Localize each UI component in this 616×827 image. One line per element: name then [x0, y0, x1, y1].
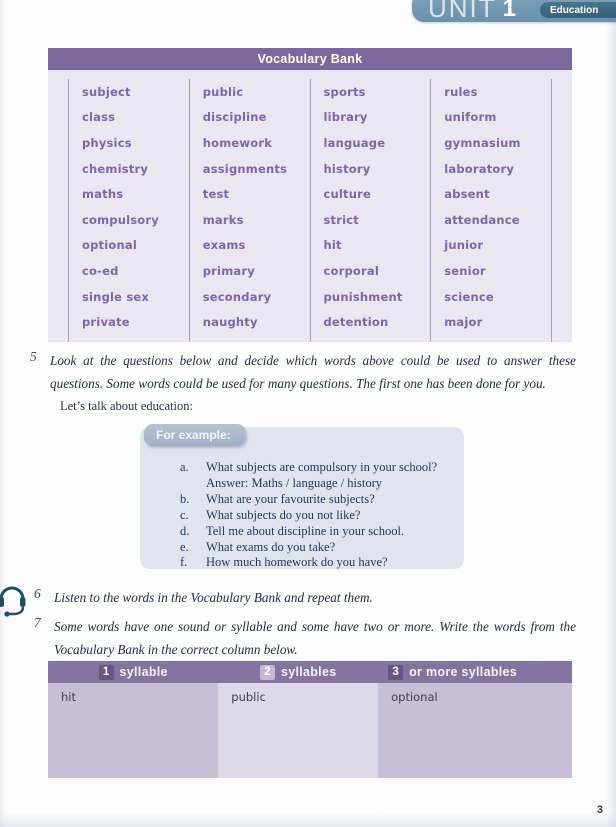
exercise-7 — [34, 615, 576, 661]
unit-number: 1 — [502, 0, 517, 22]
vocab-word: sports — [323, 84, 366, 99]
badge-1: 1 — [99, 665, 114, 680]
list-item — [180, 555, 464, 571]
vocab-word: subject — [82, 84, 131, 99]
vocabulary-bank-title: Vocabulary Bank — [257, 52, 363, 66]
vocab-word: culture — [323, 187, 372, 202]
vocab-word: homework — [202, 135, 273, 150]
vocabulary-bank — [48, 48, 572, 342]
badge-3: 3 — [388, 665, 403, 680]
list-item — [180, 540, 464, 556]
syllable-table-header — [48, 661, 572, 683]
vocab-word: attendance — [444, 212, 520, 227]
vocab-word: physics — [82, 135, 132, 150]
vocab-word: secondary — [202, 289, 272, 304]
vocab-word: corporal — [323, 263, 379, 278]
vocab-word: primary — [202, 263, 255, 278]
vocab-word: hit — [323, 238, 342, 253]
syllable-column-3 — [378, 683, 572, 778]
vocab-word: exams — [202, 238, 246, 253]
syllable-header-1 — [48, 665, 218, 680]
syllable-header-2-label: syllables — [280, 665, 337, 679]
example-tab-label: For example: — [156, 428, 231, 442]
vocab-word: library — [323, 110, 368, 125]
vocabulary-bank-header — [48, 48, 572, 70]
page-number: 3 — [596, 804, 603, 816]
vocabulary-bank-table — [48, 70, 572, 342]
list-item — [180, 508, 464, 524]
syllable-column-2 — [218, 683, 378, 778]
unit-label: UNIT — [428, 0, 497, 23]
vocab-word: discipline — [202, 110, 267, 125]
item-question: What subjects do you not like? — [206, 507, 361, 522]
exercise-7-number: 7 — [34, 615, 41, 630]
vocab-word: assignments — [202, 161, 288, 176]
exercise-5-instructions: Look at the questions below and decide which words above could be used to answer these questions. Some words could be used for many questions. The first one has been done for you. — [50, 353, 576, 391]
vocab-word: major — [444, 315, 483, 330]
item-letter: d. — [180, 523, 190, 538]
vocab-word: chemistry — [82, 161, 149, 176]
vocab-word: language — [323, 135, 386, 150]
vocab-word: junior — [444, 238, 484, 253]
item-letter: c. — [180, 507, 189, 522]
item-answer: Answer: Maths / language / history — [206, 475, 383, 490]
exercise-6-instructions: Listen to the words in the Vocabulary Bank and repeat them. — [54, 590, 373, 605]
vocab-column-3 — [310, 79, 431, 342]
unit-topic-tab — [540, 2, 616, 18]
syllable-header-3-label: or more syllables — [409, 665, 518, 679]
vocab-column-4 — [430, 79, 552, 342]
exercise-5 — [30, 349, 576, 395]
item-letter: a. — [180, 460, 189, 474]
syllable-entry: public — [231, 690, 266, 704]
headset-icon — [0, 578, 31, 618]
item-letter: e. — [180, 539, 189, 554]
syllable-entry: optional — [391, 690, 438, 704]
exercise-6 — [34, 586, 576, 609]
list-item — [180, 460, 464, 476]
exercise-7-instructions: Some words have one sound or syllable and some have two or more. Write the words from the Vocabulary Bank in the correct column below. — [54, 619, 576, 657]
discussion-intro: Let’s talk about education: — [60, 399, 193, 413]
vocab-word: test — [202, 187, 230, 202]
syllable-entry: hit — [61, 690, 76, 704]
item-question: What subjects are compulsory in your school? — [206, 460, 438, 474]
vocab-word: strict — [323, 212, 359, 227]
example-question-list — [180, 460, 464, 571]
item-letter: f. — [180, 555, 188, 570]
syllable-header-1-label: syllable — [119, 665, 168, 679]
vocab-word: naughty — [202, 315, 258, 330]
syllable-table-body — [48, 683, 572, 778]
vocab-word: gymnasium — [444, 135, 521, 150]
example-tab — [144, 424, 246, 446]
item-question: What exams do you take? — [206, 539, 336, 554]
vocab-word: public — [202, 84, 244, 99]
vocab-word: class — [82, 110, 116, 125]
vocab-word: history — [323, 161, 371, 176]
syllable-header-3 — [378, 665, 572, 680]
vocab-word: absent — [444, 187, 490, 202]
vocab-word: co-ed — [82, 263, 119, 278]
vocab-column-1 — [68, 79, 189, 342]
vocab-word: compulsory — [82, 212, 159, 227]
vocab-word: single sex — [82, 289, 150, 304]
badge-2: 2 — [260, 665, 275, 680]
item-question: How much homework do you have? — [206, 555, 388, 570]
vocab-word: senior — [444, 263, 486, 278]
vocab-word: maths — [82, 187, 124, 202]
syllable-header-2 — [218, 665, 378, 680]
vocab-word: rules — [444, 84, 478, 99]
vocab-word: punishment — [323, 289, 403, 304]
vocab-column-2 — [189, 79, 310, 342]
syllable-table — [48, 661, 572, 778]
vocab-word: science — [444, 289, 494, 304]
vocab-word: optional — [82, 238, 137, 253]
example-box — [140, 427, 464, 569]
list-item — [180, 492, 464, 508]
vocab-word: marks — [202, 212, 244, 227]
item-question: Tell me about discipline in your school. — [206, 523, 405, 538]
unit-banner — [412, 0, 616, 22]
vocab-word: private — [82, 315, 130, 330]
exercise-5-number: 5 — [30, 349, 37, 364]
item-letter: b. — [180, 491, 190, 506]
syllable-column-1 — [48, 683, 218, 778]
list-item — [180, 524, 464, 540]
exercise-6-number: 6 — [34, 586, 41, 601]
vocab-word: laboratory — [444, 161, 515, 176]
vocab-word: detention — [323, 315, 389, 330]
vocab-word: uniform — [444, 110, 497, 125]
unit-topic-label: Education — [550, 4, 599, 16]
item-question: What are your favourite subjects? — [206, 491, 375, 506]
